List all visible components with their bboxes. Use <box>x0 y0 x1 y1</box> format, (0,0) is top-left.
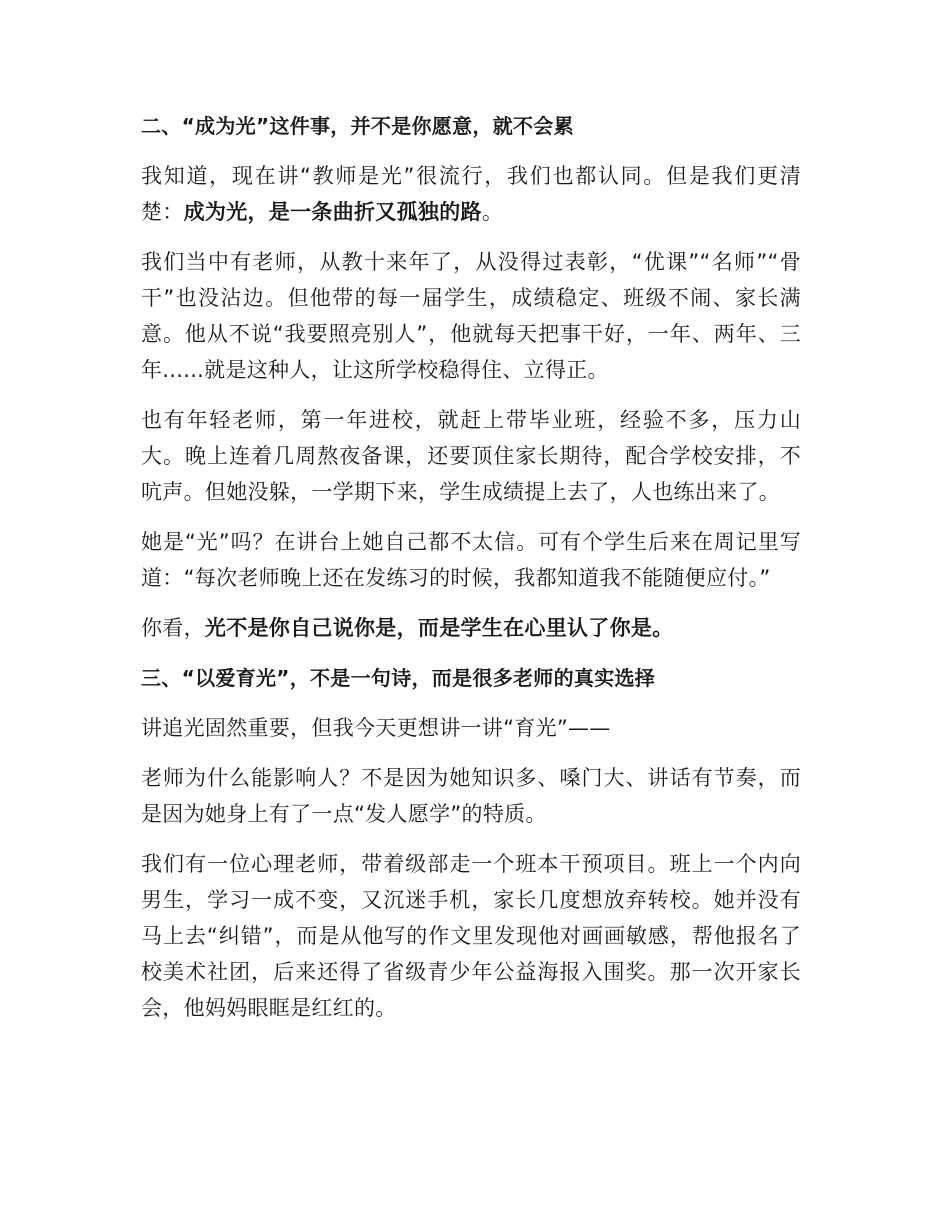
section-three-heading: 三、“以爱育光”，不是一句诗，而是很多老师的真实选择 <box>141 666 656 690</box>
paragraph-text: 。 <box>481 200 504 224</box>
paragraph-text: 我知道，现在讲“教师是光”很流行，我们也都认同。但是我们更清楚： <box>141 164 801 224</box>
paragraph <box>141 158 801 230</box>
paragraph <box>141 610 801 646</box>
paragraph: 也有年轻老师，第一年进校，就赶上带毕业班，经验不多，压力山大。晚上连着几周熬夜备课，还要顶住家长期待，配合学校安排，不吭声。但她没躲，一学期下来，学生成绩提上去了，人也练出来了。 <box>141 408 801 504</box>
paragraph-text: 你看， <box>141 616 205 640</box>
section-two-heading: 二、“成为光”这件事，并不是你愿意，就不会累 <box>141 114 574 138</box>
paragraph: 她是“光”吗？在讲台上她自己都不太信。可有个学生后来在周记里写道：“每次老师晚上还在发练习的时候，我都知道我不能随便应付。” <box>141 530 801 590</box>
paragraph: 老师为什么能影响人？不是因为她知识多、嗓门大、讲话有节奏，而是因为她身上有了一点“发人愿学”的特质。 <box>141 766 801 826</box>
paragraph: 我们当中有老师，从教十来年了，从没得过表彰，“优课”“名师”“骨干”也没沾边。但他带的每一届学生，成绩稳定、班级不闹、家长满意。他从不说“我要照亮别人”，他就每天把事干好，一年、两年、三年......就是这种人，让这所学校稳得住、立得正。 <box>141 250 801 382</box>
document-body <box>141 108 801 1040</box>
emphasis-text: 光不是你自己说你是，而是学生在心里认了你是。 <box>204 616 674 640</box>
paragraph: 讲追光固然重要，但我今天更想讲一讲“育光”—— <box>141 716 611 740</box>
paragraph: 我们有一位心理老师，带着级部走一个班本干预项目。班上一个内向男生，学习一成不变，又沉迷手机，家长几度想放弃转校。她并没有马上去“纠错”，而是从他写的作文里发现他对画画敏感，帮他报名了校美术社团，后来还得了省级青少年公益海报入围奖。那一次开家长会，他妈妈眼眶是红红的。 <box>141 852 801 1020</box>
emphasis-text: 成为光，是一条曲折又孤独的路 <box>183 200 482 224</box>
